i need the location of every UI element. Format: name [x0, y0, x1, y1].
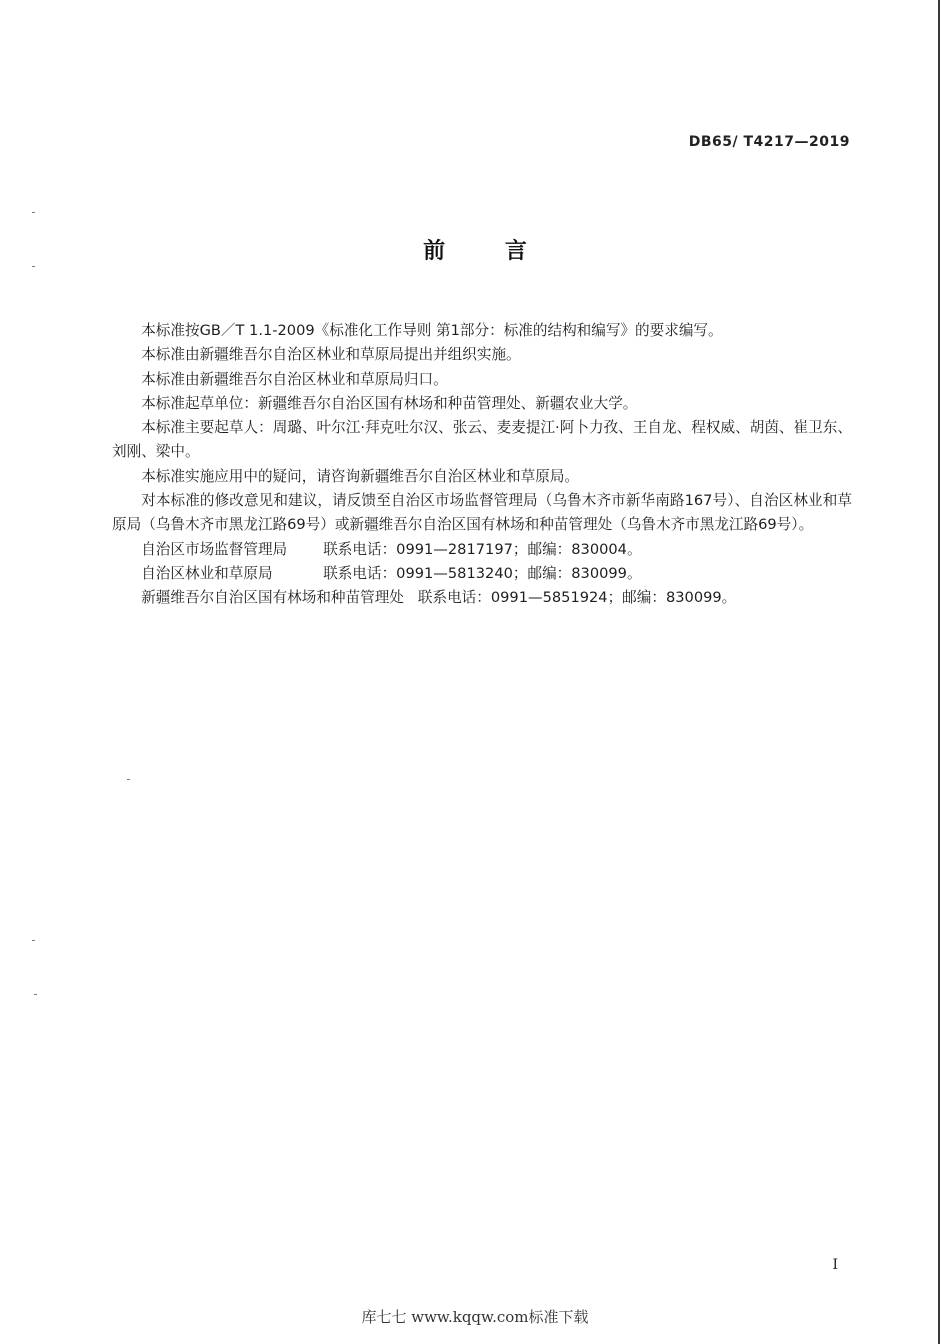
scan-speck	[127, 779, 130, 780]
paragraph: 本标准按GB／T 1.1-2009《标准化工作导则 第1部分：标准的结构和编写》的要求编写。	[141, 322, 723, 339]
standard-code: DB65/ T4217—2019	[688, 134, 850, 150]
contact-row	[112, 586, 852, 610]
contact-org: 自治区市场监督管理局	[141, 540, 288, 558]
paragraph: 本标准主要起草人：周璐、叶尔江·拜克吐尔汉、张云、麦麦提江·阿卜力孜、王自龙、程权威、胡茵、崔卫东、刘刚、梁中。	[112, 419, 852, 461]
paragraph: 本标准由新疆维吾尔自治区林业和草原局归口。	[141, 370, 448, 388]
contact-row	[112, 538, 852, 562]
page-title: 前 言	[423, 239, 553, 264]
scan-speck	[32, 212, 35, 213]
contact-info: 联系电话：0991—5813240；邮编：830099。	[323, 564, 642, 582]
scan-speck	[34, 994, 37, 995]
watermark-link[interactable]: 库七七 www.kqqw.com标准下载	[361, 1308, 589, 1326]
paragraph: 本标准起草单位：新疆维吾尔自治区国有林场和种苗管理处、新疆农业大学。	[141, 394, 638, 412]
scan-speck	[32, 266, 35, 267]
paragraph: 对本标准的修改意见和建议，请反馈至自治区市场监督管理局（乌鲁木齐市新华南路167号）、自治区林业和草原局（乌鲁木齐市黑龙江路69号）或新疆维吾尔自治区国有林场和种苗管理处（乌鲁木齐市黑龙江路69号）。	[112, 492, 852, 534]
contact-row	[112, 562, 852, 586]
contact-org: 自治区林业和草原局	[141, 564, 273, 582]
contact-info: 联系电话：0991—5851924；邮编：830099。	[417, 589, 737, 607]
foreword-body	[112, 319, 852, 611]
page-edge-border	[938, 0, 940, 1344]
scan-speck	[32, 940, 35, 941]
paragraph: 本标准由新疆维吾尔自治区林业和草原局提出并组织实施。	[141, 346, 521, 364]
contact-info: 联系电话：0991—2817197；邮编：830004。	[323, 540, 642, 558]
paragraph: 本标准实施应用中的疑问，请咨询新疆维吾尔自治区林业和草原局。	[141, 467, 580, 485]
page-number: I	[832, 1257, 838, 1273]
contact-org: 新疆维吾尔自治区国有林场和种苗管理处	[141, 589, 404, 607]
